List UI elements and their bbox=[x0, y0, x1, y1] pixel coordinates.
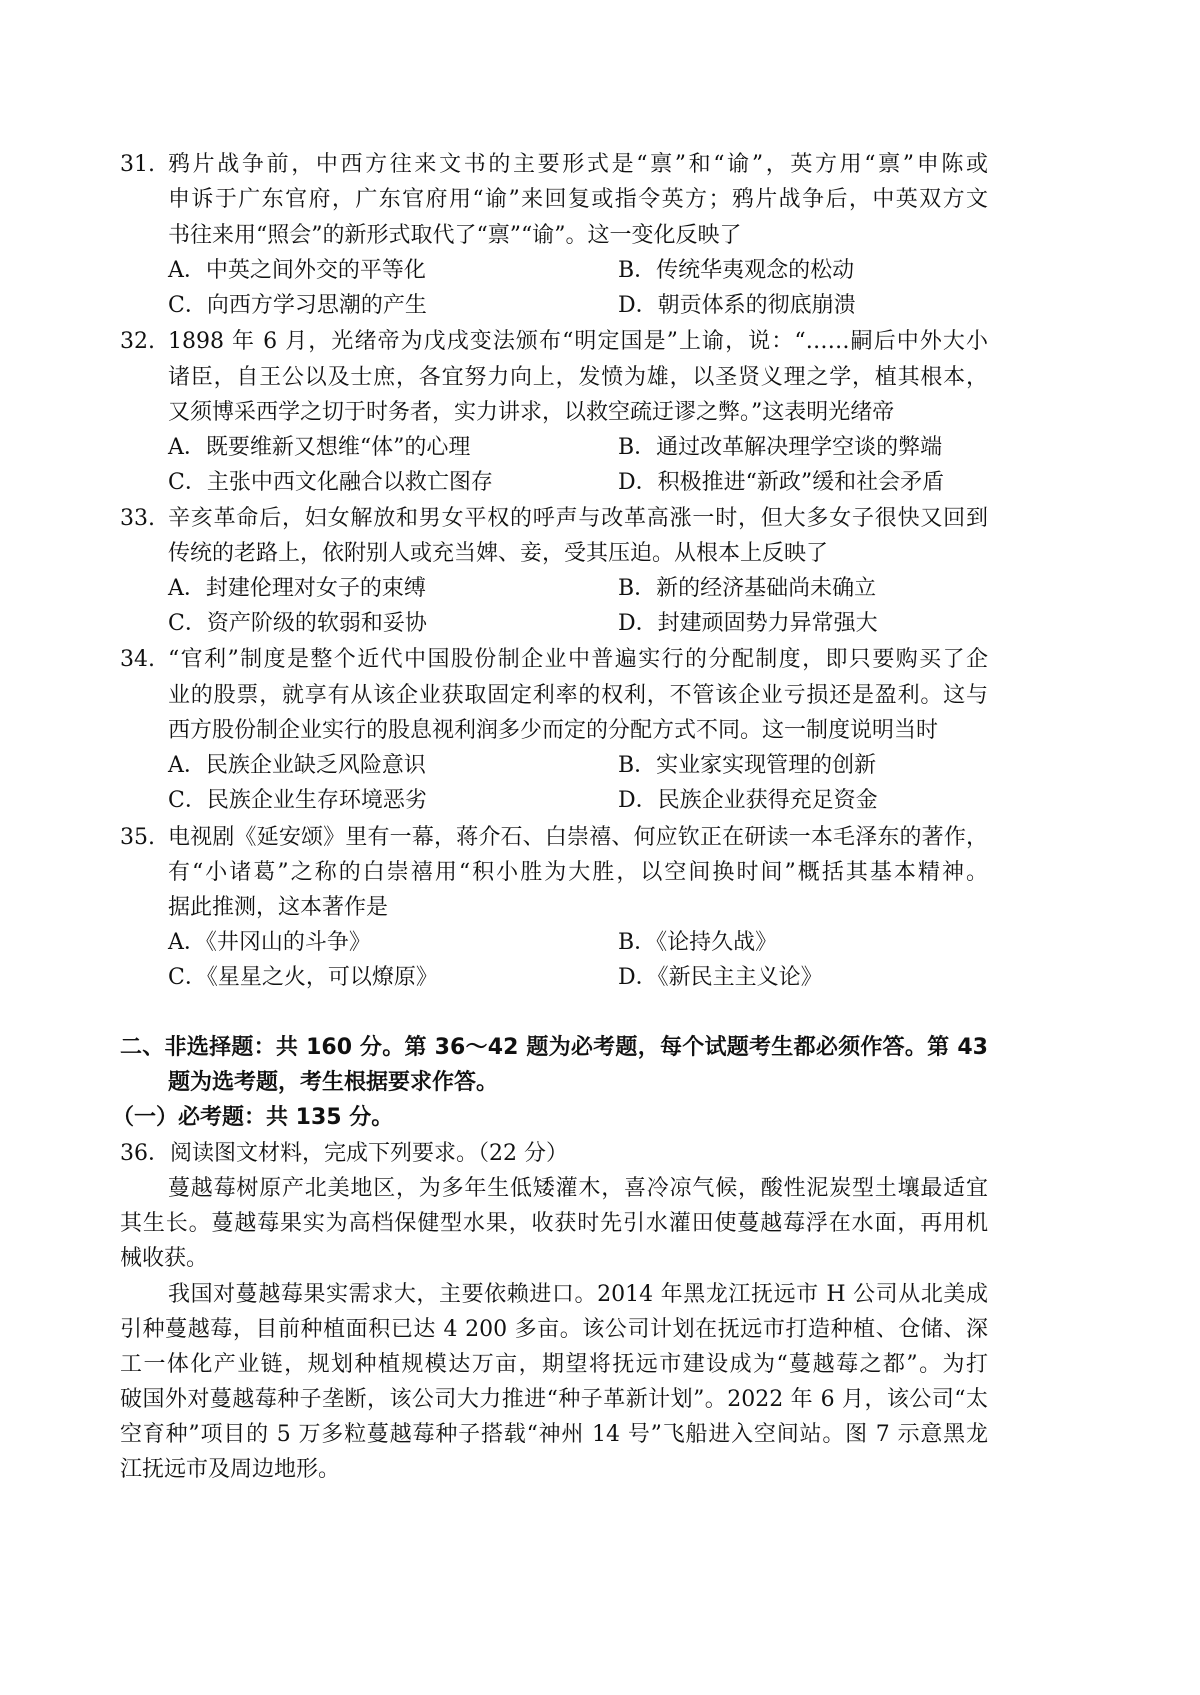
answer-option: A．中英之间外交的平等化 bbox=[168, 258, 426, 283]
question-stem-line: 西方股份制企业实行的股息视利润多少而定的分配方式不同。这一制度说明当时 bbox=[168, 718, 939, 743]
material-paragraph-line: 破国外对蔓越莓种子垄断，该公司大力推进“种子革新计划”。2022 年 6 月，该公司“太 bbox=[120, 1387, 988, 1412]
question-number: 35. bbox=[120, 825, 155, 850]
section-title: 二、非选择题：共 160 分。第 36～42 题为必考题，每个试题考生都必须作答。第 43 bbox=[120, 1035, 988, 1060]
question-number: 33. bbox=[120, 506, 155, 531]
answer-option: D．封建顽固势力异常强大 bbox=[618, 611, 878, 636]
question-stem-line: 据此推测，这本著作是 bbox=[168, 895, 389, 920]
material-paragraph-line: 蔓越莓树原产北美地区，为多年生低矮灌木，喜冷凉气候，酸性泥炭型土壤最适宜 bbox=[168, 1176, 988, 1201]
answer-option: C．《星星之火，可以燎原》 bbox=[168, 965, 438, 990]
question-number: 34. bbox=[120, 647, 155, 672]
question-header: 36．阅读图文材料，完成下列要求。（22 分） bbox=[120, 1141, 568, 1166]
material-paragraph-line: 械收获。 bbox=[120, 1246, 209, 1271]
material-paragraph-line: 我国对蔓越莓果实需求大，主要依赖进口。2014 年黑龙江抚远市 H 公司从北美成 bbox=[168, 1282, 988, 1307]
material-paragraph-line: 引种蔓越莓，目前种植面积已达 4 200 多亩。该公司计划在抚远市打造种植、仓储、深 bbox=[120, 1317, 988, 1342]
question-stem-line: 传统的老路上，依附别人或充当婢、妾，受其压迫。从根本上反映了 bbox=[168, 541, 829, 566]
material-paragraph-line: 工一体化产业链，规划种植规模达万亩，期望将抚远市建设成为“蔓越莓之都”。为打 bbox=[120, 1352, 988, 1377]
answer-option: C．资产阶级的软弱和妥协 bbox=[168, 611, 427, 636]
answer-option: B．传统华夷观念的松动 bbox=[618, 258, 855, 283]
answer-option: D．《新民主主义论》 bbox=[618, 965, 823, 990]
question-stem-line: 诸臣，自王公以及士庶，各宜努力向上，发愤为雄，以圣贤义理之学，植其根本， bbox=[168, 365, 988, 390]
material-paragraph-line: 其生长。蔓越莓果实为高档保健型水果，收获时先引水灌田使蔓越莓浮在水面，再用机 bbox=[120, 1211, 988, 1236]
answer-option: A．民族企业缺乏风险意识 bbox=[168, 753, 426, 778]
material-paragraph-line: 江抚远市及周边地形。 bbox=[120, 1457, 341, 1482]
answer-option: B．实业家实现管理的创新 bbox=[618, 753, 877, 778]
question-stem-line: 鸦片战争前，中西方往来文书的主要形式是“禀”和“谕”，英方用“禀”申陈或 bbox=[168, 152, 988, 177]
question-number: 32. bbox=[120, 329, 155, 354]
answer-option: D．朝贡体系的彻底崩溃 bbox=[618, 293, 856, 318]
question-stem-line: 电视剧《延安颂》里有一幕，蒋介石、白崇禧、何应钦正在研读一本毛泽东的著作， bbox=[168, 825, 988, 850]
question-stem-line: 业的股票，就享有从该企业获取固定利率的权利，不管该企业亏损还是盈利。这与 bbox=[168, 683, 988, 708]
answer-option: B．通过改革解决理学空谈的弊端 bbox=[618, 435, 943, 460]
answer-option: A．封建伦理对女子的束缚 bbox=[168, 576, 426, 601]
question-number: 31. bbox=[120, 152, 155, 177]
question-stem-line: “官利”制度是整个近代中国股份制企业中普遍实行的分配制度，即只要购买了企 bbox=[168, 647, 988, 672]
section-title: 题为选考题，考生根据要求作答。 bbox=[168, 1070, 499, 1095]
answer-option: C．民族企业生存环境恶劣 bbox=[168, 788, 427, 813]
question-stem-line: 又须博采西学之切于时务者，实力讲求，以救空疏迂谬之弊。”这表明光绪帝 bbox=[168, 400, 895, 425]
answer-option: B．《论持久战》 bbox=[618, 930, 778, 955]
subsection-title: （一）必考题：共 135 分。 bbox=[112, 1105, 394, 1130]
question-stem-line: 有“小诸葛”之称的白崇禧用“积小胜为大胜，以空间换时间”概括其基本精神。 bbox=[168, 860, 988, 885]
answer-option: D．积极推进“新政”缓和社会矛盾 bbox=[618, 470, 945, 495]
answer-option: C．向西方学习思潮的产生 bbox=[168, 293, 427, 318]
question-stem-line: 辛亥革命后，妇女解放和男女平权的呼声与改革高涨一时，但大多女子很快又回到 bbox=[168, 506, 988, 531]
answer-option: D．民族企业获得充足资金 bbox=[618, 788, 878, 813]
question-stem-line: 书往来用“照会”的新形式取代了“禀”“谕”。这一变化反映了 bbox=[168, 223, 742, 248]
question-stem-line: 申诉于广东官府，广东官府用“谕”来回复或指令英方；鸦片战争后，中英双方文 bbox=[168, 187, 988, 212]
answer-option: A．既要维新又想维“体”的心理 bbox=[168, 435, 471, 460]
answer-option: C．主张中西文化融合以救亡图存 bbox=[168, 470, 493, 495]
answer-option: A．《井冈山的斗争》 bbox=[168, 930, 371, 955]
material-paragraph-line: 空育种”项目的 5 万多粒蔓越莓种子搭载“神州 14 号”飞船进入空间站。图 7 示意黑龙 bbox=[120, 1422, 988, 1447]
answer-option: B．新的经济基础尚未确立 bbox=[618, 576, 877, 601]
question-stem-line: 1898 年 6 月，光绪帝为戊戌变法颁布“明定国是”上谕，说：“……嗣后中外大小 bbox=[168, 329, 988, 354]
